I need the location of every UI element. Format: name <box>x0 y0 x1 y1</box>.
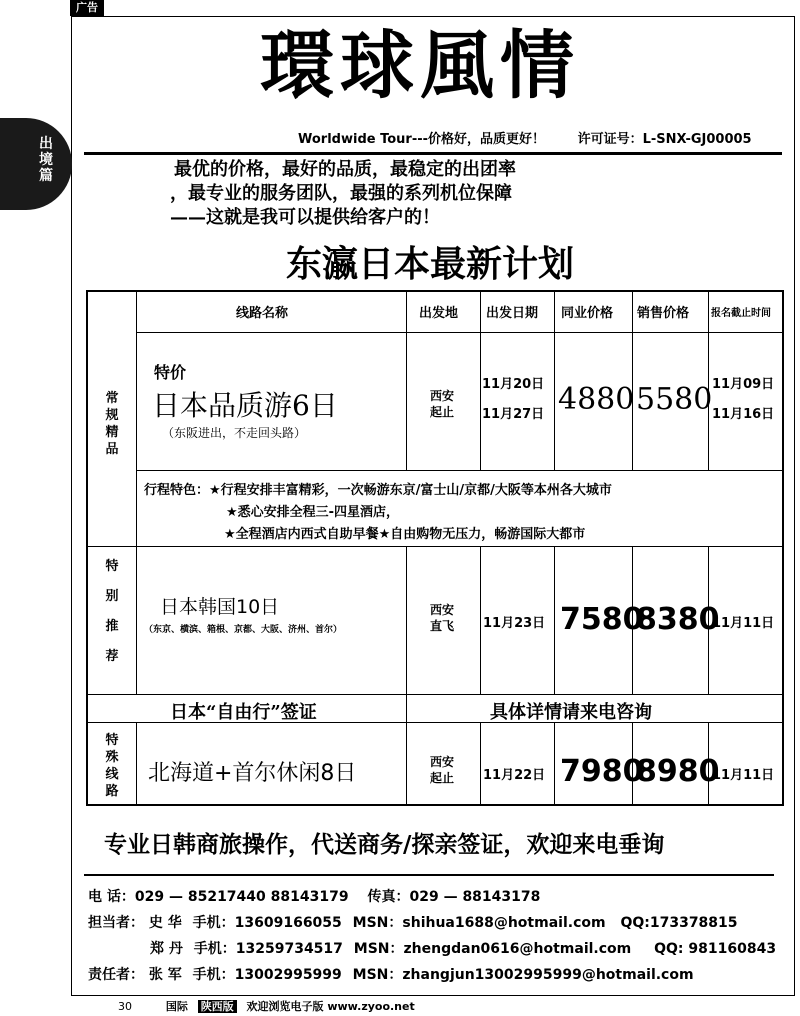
header-sale-price: 销售价格 <box>637 306 690 321</box>
section-label: 常 规 精 品 <box>105 391 119 457</box>
section-side-tab[interactable] <box>0 118 72 210</box>
route-note: （东阪进出，不走回头路） <box>162 426 307 440</box>
header-date: 出发日期 <box>486 306 539 321</box>
mobile-number: 13609166055 <box>234 915 342 931</box>
qq-number: QQ: 981160843 <box>654 941 777 957</box>
trade-price: 4880 <box>558 382 635 417</box>
fax-number: 029 — 88143178 <box>409 889 541 905</box>
visa-label: 日本“自由行”签证 <box>170 702 317 723</box>
trade-price: 7980 <box>560 754 644 789</box>
mobile-number: 13259734517 <box>235 941 343 957</box>
header-deadline: 报名截止时间 <box>711 308 771 319</box>
side-tab-char: 出 <box>39 136 53 152</box>
special-price-tag: 特价 <box>154 363 187 382</box>
contact-name: 史 华 <box>148 915 182 931</box>
msn-email: shihua1688@hotmail.com <box>402 915 606 931</box>
header-trade-price: 同业价格 <box>561 306 614 321</box>
headline: 东瀛日本最新计划 <box>285 244 574 285</box>
qq-number: QQ:173378815 <box>620 915 738 931</box>
mobile-number: 13002995999 <box>234 967 342 983</box>
msn-email: zhangjun13002995999@hotmail.com <box>402 967 694 983</box>
trade-price: 7580 <box>560 602 644 637</box>
side-tab-char: 境 <box>39 152 53 168</box>
page-number: 30 <box>118 1000 132 1013</box>
side-tab-char: 篇 <box>39 168 53 184</box>
contact-name: 张 军 <box>148 967 182 983</box>
deadlines: 11月09日 11月16日 <box>712 377 775 422</box>
msn-email: zhengdan0616@hotmail.com <box>403 941 632 957</box>
sale-price: 8380 <box>636 602 720 637</box>
sale-price: 8980 <box>636 754 720 789</box>
tagline: Worldwide Tour---价格好，品质更好！ <box>298 132 546 147</box>
brand-logo: 環球風情 <box>260 23 580 109</box>
section-label: 特 别 推 荐 <box>105 559 119 664</box>
contact-name: 郑 丹 <box>150 941 183 957</box>
visa-inquiry: 具体详情请来电咨询 <box>490 702 652 723</box>
tagline-row <box>298 128 752 147</box>
route-title: 北海道+首尔休闲8日 <box>148 761 357 786</box>
route-note: （东京、横滨、箱根、京都、大阪、济州、首尔） <box>144 625 343 635</box>
slogan-line: ，最专业的服务团队，最强的系列机位保障 <box>170 183 512 204</box>
contact-row: 担当者： 史 华 手机：13609166055 MSN：shihua1688@hotmail.com QQ:173378815 <box>88 915 738 931</box>
browse-link[interactable]: 欢迎浏览电子版 www.zyoo.net <box>246 1000 415 1013</box>
origin: 西安 起止 <box>430 389 455 419</box>
deadline: 11月11日 <box>712 616 775 631</box>
edition-badge: 陕西版 <box>198 1000 237 1013</box>
section-name: 国际 <box>165 1000 188 1013</box>
deadline: 11月11日 <box>712 768 775 783</box>
departure-date: 11月23日 <box>483 616 546 631</box>
slogan-line: ——这就是我可以提供给客户的！ <box>170 207 440 228</box>
license-number: 许可证号：L-SNX-GJ00005 <box>577 132 752 147</box>
origin: 西安 直飞 <box>430 603 455 633</box>
ad-tag: 广告 <box>70 0 104 16</box>
slogan-line: 最优的价格，最好的品质，最稳定的出团率 <box>174 159 516 180</box>
departure-dates: 11月20日 11月27日 <box>482 377 545 422</box>
route-title: 日本韩国10日 <box>160 596 280 618</box>
features: 行程特色：★行程安排丰富精彩，一次畅游东京/富士山/京都/大阪等本州各大城市 ★悉心安排全程三-四星酒店， ★全程酒店内西式自助早餐★自由购物无压力，畅游国际大都市 <box>144 483 612 542</box>
features-label: 行程特色： <box>144 483 210 498</box>
header-origin: 出发地 <box>419 306 459 321</box>
service-slogan: 专业日韩商旅操作，代送商务/探亲签证，欢迎来电垂询 <box>104 832 665 858</box>
tour-table <box>86 290 784 806</box>
origin: 西安 起止 <box>430 755 455 785</box>
departure-date: 11月22日 <box>483 768 546 783</box>
contact-row: 责任者： 张 军 手机：13002995999 MSN：zhangjun13002995999@hotmail.com <box>88 967 694 983</box>
route-title: 日本品质游6日 <box>152 389 338 422</box>
sale-price: 5580 <box>636 382 713 417</box>
slogan <box>140 158 740 230</box>
phone-number: 029 — 85217440 88143179 <box>134 889 349 905</box>
header-divider <box>84 152 782 155</box>
header-route: 线路名称 <box>236 306 289 321</box>
phone-row: 电 话：029 — 85217440 88143179 传真：029 — 88143178 <box>88 889 541 905</box>
contact-row: 郑 丹 手机：13259734517 MSN：zhengdan0616@hotmail.com QQ: 981160843 <box>150 941 777 957</box>
page-footer <box>118 998 415 1014</box>
contact-divider <box>84 874 774 876</box>
section-label: 特 殊 线 路 <box>105 733 119 799</box>
